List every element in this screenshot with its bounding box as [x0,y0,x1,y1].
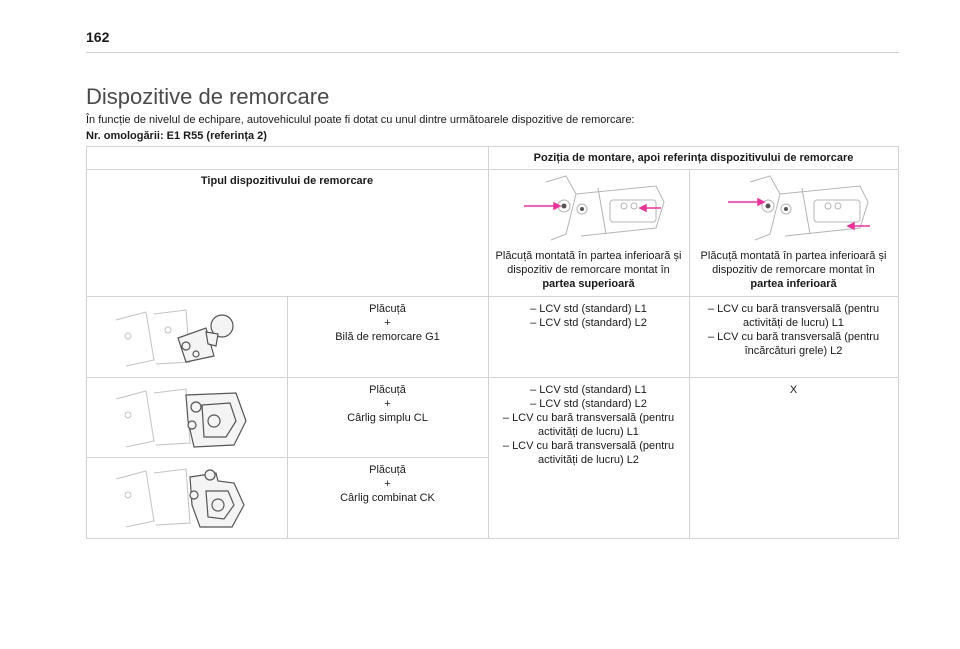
ball-lower-list [689,302,898,358]
list-item: – LCV std (standard) L2 [530,317,647,329]
lower-mount-caption: Plăcuță montată în partea inferioară și dispozitiv de remorcare montat în partea inferioară [700,250,887,290]
list-item: – LCV std (standard) L1 [530,303,647,315]
table-line [86,146,87,539]
simple-hook-illustration [106,381,271,453]
table-line [86,146,899,147]
list-item: – LCV cu bară transversală (pentru activități de lucru) L1 [502,412,675,438]
page-title: Dispozitive de remorcare [86,84,330,109]
top-divider [86,52,899,53]
table-line [86,169,899,170]
homologation-text: Nr. omologării: E1 R55 (referința 2) [86,130,267,142]
upper-mount-caption: Plăcuță montată în partea inferioară și dispozitiv de remorcare montat în partea superioară [495,250,682,290]
list-item: – LCV std (standard) L1 [530,384,647,396]
type-ball: Plăcuță + Bilă de remorcare G1 [335,303,440,343]
combined-hook-illustration [106,461,271,533]
page-number: 162 [86,29,110,45]
header-type: Tipul dispozitivului de remorcare [200,175,374,187]
intro-text: În funcție de nivelul de echipare, autovehiculul poate fi dotat cu unul dintre următoarele dispozitive de remorcare: [86,114,635,126]
type-simple-hook: Plăcuță + Cârlig simplu CL [347,384,428,424]
lower-mount-illustration [710,174,880,244]
hook-upper-list [488,383,689,467]
ball-upper-list [488,302,689,330]
list-item: – LCV cu bară transversală (pentru activități de lucru) L1 [707,303,880,329]
table-line [86,538,899,539]
list-item: – LCV cu bară transversală (pentru încărcături grele) L2 [707,331,880,357]
list-item: – LCV std (standard) L2 [530,398,647,410]
table-line [86,377,899,378]
hook-lower-value: X [789,384,798,396]
type-combined-hook: Plăcuță + Cârlig combinat CK [340,464,435,504]
header-position: Poziția de montare, apoi referința dispozitivului de remorcare [533,152,854,164]
table-line [898,146,899,539]
table-line [86,296,899,297]
tow-ball-illustration [106,300,271,372]
table-line [488,146,489,539]
upper-mount-illustration [506,174,676,244]
list-item: – LCV cu bară transversală (pentru activități de lucru) L2 [502,440,675,466]
